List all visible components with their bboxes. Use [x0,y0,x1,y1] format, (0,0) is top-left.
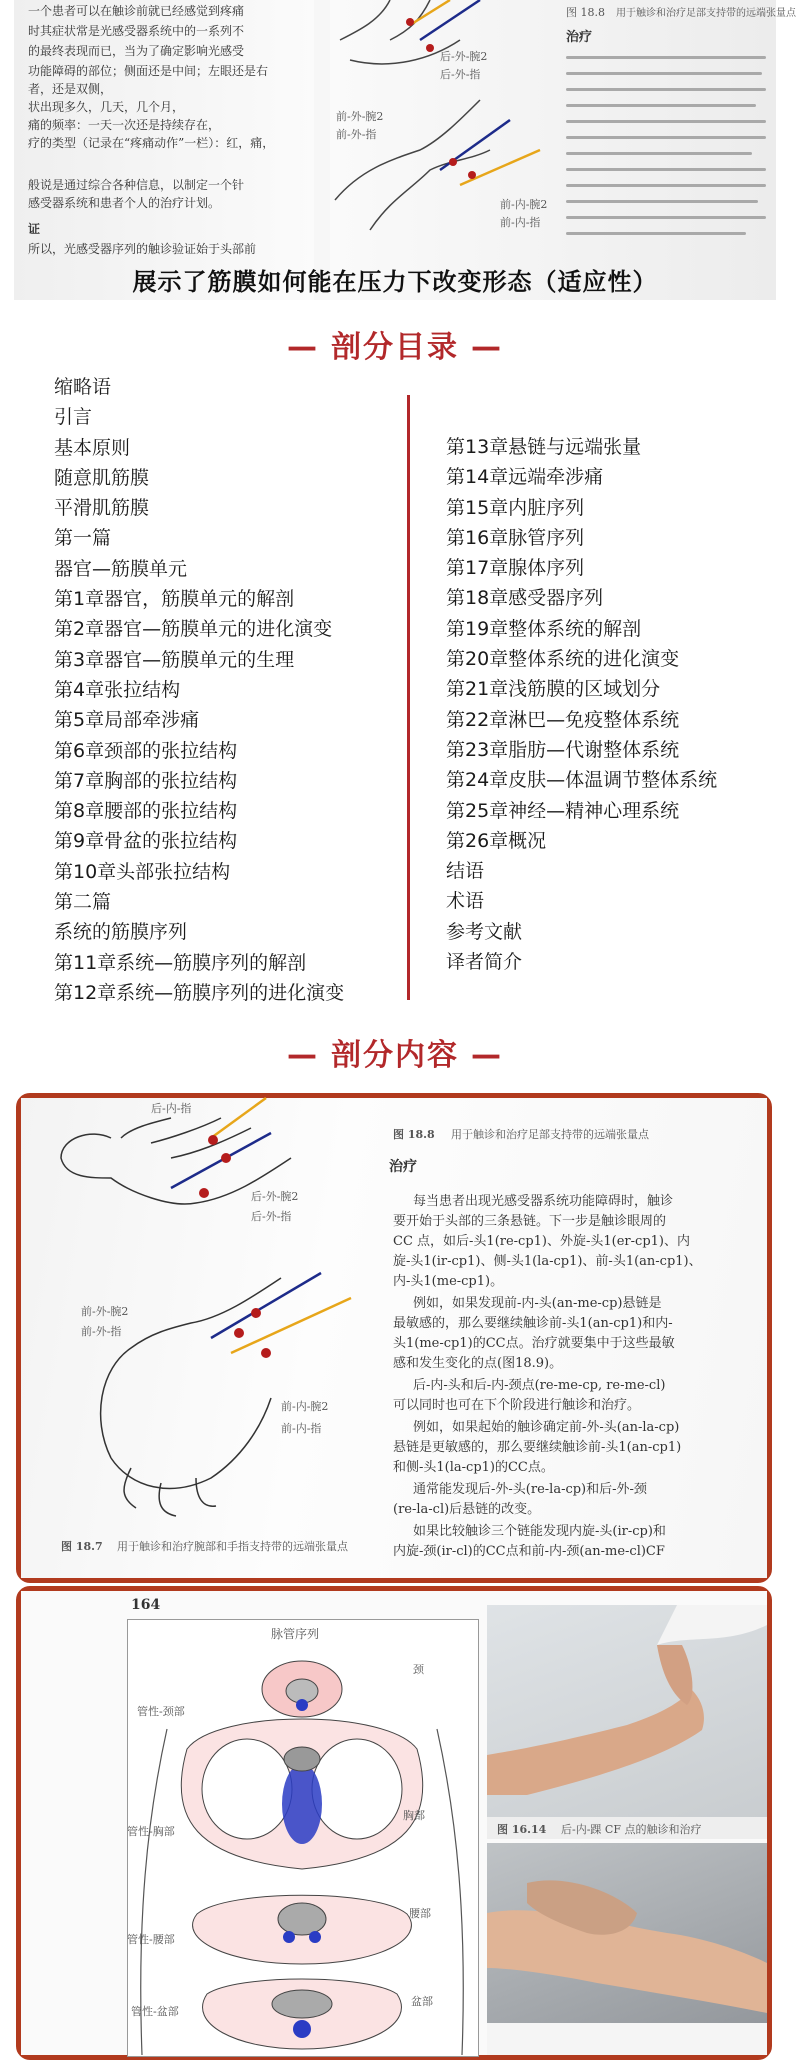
paragraph-line: 例如，如果起始的触诊确定前-外-头(an-la-cp) [413,1420,680,1435]
content-title: 剖分内容 [331,1038,459,1073]
diagram-label: 管性-胸部 [127,1825,175,1838]
toc-item: 译者简介 [446,951,523,974]
photo-caption-label: 图 16.14 [497,1823,547,1836]
toc-item: 第13章悬链与远端张量 [446,436,642,458]
ankle-photo [487,1605,767,1817]
toc-item: 缩略语 [54,376,112,398]
paragraph-line: 要开始于头部的三条悬链。下一步是触诊眼周的 [393,1214,667,1229]
fig-caption-text: 用于触诊和治疗腕部和手指支持带的远端张量点 [117,1540,348,1553]
left-page-line: 的最终表现而已，当为了确定影响光感受 [28,44,245,58]
fig-top-label: 图 18.8 [393,1128,435,1141]
toc-item: 第4章张拉结构 [54,678,181,701]
toc-item: 基本原则 [54,436,131,459]
toc-item: 术语 [446,890,485,913]
paragraph-line: 每当患者出现光感受器系统功能障碍时，触诊 [413,1194,674,1209]
paragraph-line: 后-内-头和后-内-颈点(re-me-cp, re-me-cl) [413,1378,666,1393]
paragraph-line: 内旋-颈(ir-cl)的CC点和前-内-颈(an-me-cl)CF [393,1544,665,1559]
toc-item: 第21章浅筋膜的区域划分 [446,678,661,701]
diagram-side-label: 胸部 [403,1809,425,1822]
toc-item: 参考文献 [446,920,523,943]
paragraph-line: (re-la-cl)后悬链的改变。 [393,1502,541,1517]
vascular-diagram [127,1619,477,2055]
toc-item: 第19章整体系统的解剖 [446,617,642,640]
paragraph-line: 和侧-头1(la-cp1)的CC点。 [393,1460,554,1475]
toc-item: 结语 [446,860,485,883]
ankle-photo-illustration [487,1605,767,1817]
toc-item: 第9章骨盆的张拉结构 [54,830,238,853]
toc-item: 第25章神经—精神心理系统 [446,799,680,822]
toc-item: 引言 [54,406,93,429]
hand-diagram [21,1098,381,1578]
toc-item: 第3章器官—筋膜单元的生理 [54,648,295,671]
toc-item: 第14章远端牵涉痛 [446,466,604,489]
toc-item: 第23章脂肪—代谢整体系统 [446,738,680,761]
toc-item: 系统的筋膜序列 [54,921,188,944]
content-image-1 [16,1093,772,1583]
hand-label: 后-外-腕2 [251,1190,299,1203]
toc-item: 第22章淋巴—免疫整体系统 [446,708,680,731]
toc-right-column [446,432,717,977]
toc-item: 第26章概况 [446,829,547,852]
toc-item: 第8章腰部的张拉结构 [54,800,238,823]
toc-item: 第12章系统—筋膜序列的进化演变 [54,981,345,1004]
content-image-2 [16,1586,772,2060]
left-page-line: 所以，光感受器序列的触诊验证始于头部前 [28,242,257,256]
toc-left-column [54,372,344,1008]
page-number: 164 [131,1597,161,1613]
hand-label: 后-内-指 [151,1102,192,1115]
fig-caption-label: 图 18.7 [61,1540,103,1553]
section-heading: 治疗 [566,30,593,45]
top-book-photo [14,0,796,300]
hand-label: 后-外-指 [251,1210,292,1223]
toc-item: 第7章胸部的张拉结构 [54,769,238,792]
paragraph-line: 头1(me-cp1)的CC点。治疗就要集中于这些最敏 [393,1336,675,1351]
left-page-line: 般说是通过综合各种信息，以制定一个针 [28,178,245,192]
toc-item: 第二篇 [54,891,112,914]
paragraph-line: 通常能发现后-外-头(re-la-cp)和后-外-颈 [413,1482,647,1497]
toc-item: 第一篇 [54,527,112,550]
toc-item: 第18章感受器序列 [446,587,604,610]
hand-label: 前-外-指 [336,128,377,141]
content-section-title: — 剖分内容 — [287,1038,503,1073]
hand-label: 前-外-指 [81,1325,122,1338]
hand-label: 前-内-腕2 [281,1400,329,1413]
left-page-heading: 证 [28,222,41,236]
book-right-page [330,0,796,300]
toc-item: 器官—筋膜单元 [54,557,188,580]
diagram-label: 管性-颈部 [137,1705,185,1718]
forearm-photo-illustration [487,1843,767,2055]
hand-label: 前-内-腕2 [500,198,548,211]
toc-item: 第6章颈部的张拉结构 [54,739,238,762]
paragraph-line: 如果比较触诊三个链能发现内旋-头(ir-cp)和 [413,1524,666,1539]
section-heading: 治疗 [389,1159,417,1175]
diagram-side-label: 盆部 [411,1995,433,2008]
left-page-line: 感受器系统和患者个人的治疗计划。 [28,196,221,210]
hand-label: 前-内-指 [281,1422,322,1435]
hand-illustration [330,0,776,300]
toc-item: 第2章器官—筋膜单元的进化演变 [54,618,333,641]
paragraph-line: 感和发生变化的点(图18.9)。 [393,1356,563,1371]
book-left-page [14,0,314,300]
left-page-line: 时其症状常是光感受器系统中的一系列不 [28,24,245,38]
left-page-line: 状出现多久，几天，几个月， [28,100,185,114]
diagram-title: 脉管序列 [271,1627,320,1641]
toc-item: 第11章系统—筋膜序列的解剖 [54,951,307,974]
figure-label: 图 18.8 [566,6,605,19]
toc-item: 第10章头部张拉结构 [54,860,231,883]
left-page-line: 一个患者可以在触诊前就已经感觉到疼痛 [28,4,245,18]
paragraph-line: 最敏感的，那么要继续触诊前-头1(an-cp1)和内- [393,1316,673,1331]
photo-caption-text: 后-内-踝 CF 点的触诊和治疗 [561,1823,702,1836]
paragraph-line: CC 点，如后-头1(re-cp1)、外旋-头1(er-cp1)、内 [393,1234,690,1249]
hand-label: 前-外-腕2 [336,110,384,123]
toc-title: 剖分目录 [331,330,459,365]
paragraph-line: 悬链是更敏感的，那么要继续触诊前-头1(an-cp1) [393,1440,682,1455]
diagram-side-label: 颈 [413,1663,424,1676]
toc-item: 第17章腺体序列 [446,557,585,580]
fig-top-caption: 用于触诊和治疗足部支持带的远端张量点 [451,1128,649,1141]
top-photo-caption: 展示了筋膜如何能在压力下改变形态（适应性） [132,268,658,296]
paragraph-line: 旋-头1(ir-cp1)、侧-头1(la-cp1)、前-头1(an-cp1)、 [393,1254,702,1269]
diagram-label: 管性-腰部 [127,1933,175,1946]
toc-item: 第1章器官，筋膜单元的解剖 [54,588,295,611]
hand-label: 后-外-指 [440,68,481,81]
toc-item: 平滑肌筋膜 [54,497,150,520]
paragraph-line: 内-头1(me-cp1)。 [393,1274,504,1289]
paragraph-line: 例如，如果发现前-内-头(an-me-cp)悬链是 [413,1296,662,1311]
left-page-line: 功能障碍的部位；侧面还是中间；左眼还是右 [28,64,269,78]
hand-label: 前-外-腕2 [81,1305,129,1318]
diagram-side-label: 腰部 [409,1907,431,1920]
toc-item: 随意肌筋膜 [54,466,150,489]
hand-label: 前-内-指 [500,216,541,229]
toc-item: 第5章局部牵涉痛 [54,709,200,732]
toc-divider [407,395,410,1000]
paragraph-line: 可以同时也可在下个阶段进行触诊和治疗。 [393,1398,641,1413]
toc-item: 第20章整体系统的进化演变 [446,648,680,671]
hand-label: 后-外-腕2 [440,50,488,63]
toc-item: 第16章脉管序列 [446,526,585,549]
diagram-label: 管性-盆部 [131,2005,179,2018]
toc-item: 第24章皮肤—体温调节整体系统 [446,769,718,792]
figure-caption: 用于触诊和治疗足部支持带的远端张量点 [616,8,796,19]
left-page-line: 疗的类型（记录在“疼痛动作”一栏）：红，痛， [28,136,275,150]
toc-section-title: — 剖分目录 — [287,330,503,365]
forearm-photo [487,1843,767,2055]
left-page-line: 痛的频率：一天一次还是持续存在， [28,118,221,132]
toc-item: 第15章内脏序列 [446,496,585,519]
left-page-line: 者，还是双侧， [28,82,113,96]
